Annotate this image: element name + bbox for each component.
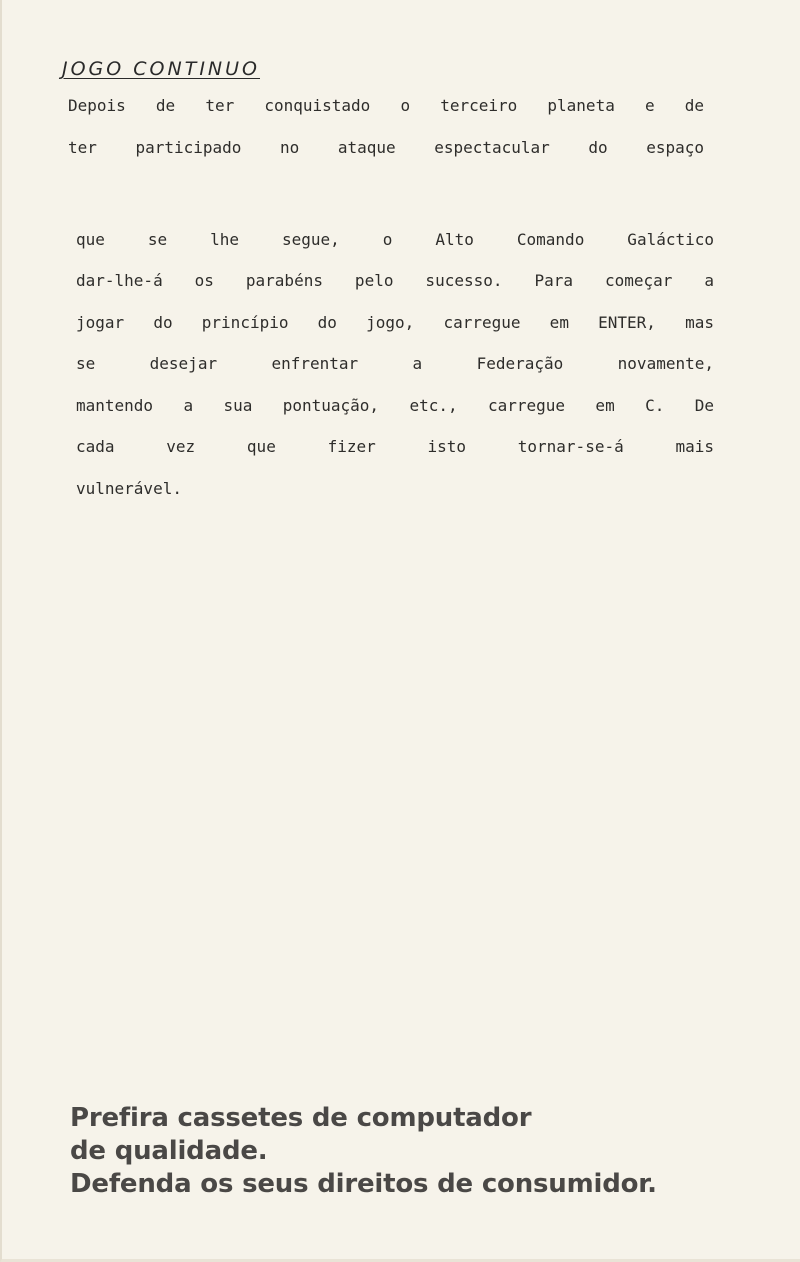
paragraph-2-line-7: vulnerável. — [76, 479, 182, 498]
paragraph-2-line-2: dar-lhe-á os parabéns pelo sucesso. Para começar a — [76, 271, 714, 290]
paragraph-1-line-1: Depois de ter conquistado o terceiro planeta e de — [68, 96, 704, 115]
consumer-notice-line-1: Prefira cassetes de computador — [70, 1103, 532, 1133]
paragraph-2-line-6: cada vez que fizer isto tornar-se-á mais — [76, 437, 714, 456]
consumer-notice — [70, 1102, 657, 1201]
paragraph-2-line-5: mantendo a sua pontuação, etc., carregue em C. De — [76, 396, 714, 415]
section-heading: JOGO CONTINUO — [62, 58, 260, 80]
paragraph-1-line-2: ter participado no ataque espectacular do espaço — [68, 138, 704, 157]
consumer-notice-line-3: Defenda os seus direitos de consumidor. — [70, 1169, 657, 1199]
paragraph-2-line-1: que se lhe segue, o Alto Comando Galáctico — [76, 230, 714, 249]
consumer-notice-line-2: de qualidade. — [70, 1136, 268, 1166]
paragraph-2-line-4: se desejar enfrentar a Federação novamente, — [76, 354, 714, 373]
paragraph-2-line-3: jogar do princípio do jogo, carregue em ENTER, mas — [76, 313, 714, 332]
